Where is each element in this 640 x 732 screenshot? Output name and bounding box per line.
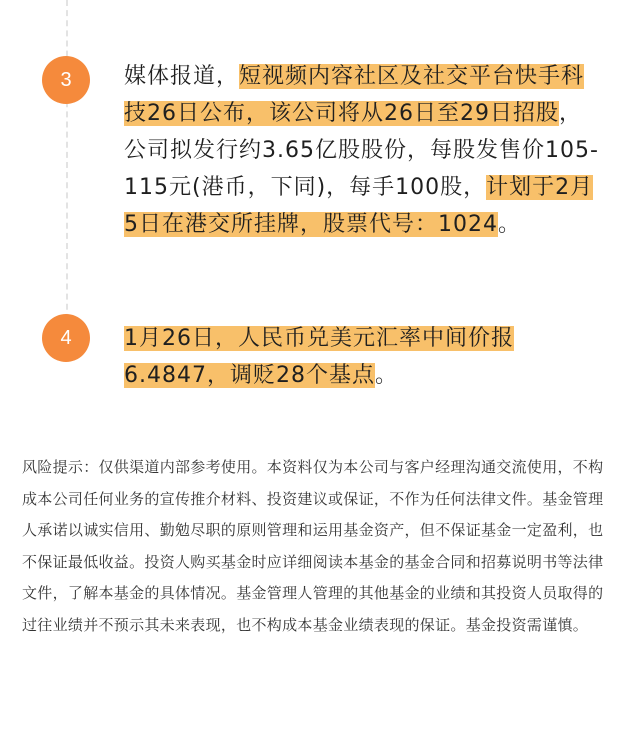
item-number-badge: 3 <box>42 56 90 104</box>
item-number-badge: 4 <box>42 314 90 362</box>
news-item-3 <box>124 58 602 243</box>
text-segment: 。 <box>374 363 398 388</box>
text-segment: 。 <box>498 212 522 237</box>
highlighted-segment: 计划于2月5日在港交所挂牌，股票代号：1024 <box>124 175 594 237</box>
text-segment: ，公司拟发行约3.65亿股股份，每股发售价105-115元(港币，下同)，每手100股， <box>124 101 599 200</box>
highlighted-segment: 短视频内容社区及社交平台快手科技26日公布，该公司将从26日至29日招股 <box>124 64 585 126</box>
text-segment: 媒体报道， <box>124 64 240 89</box>
risk-notice: 风险提示：仅供渠道内部参考使用。本资料仅为本公司与客户经理沟通交流使用，不构成本公司任何业务的宣传推介材料、投资建议或保证，不作为任何法律文件。基金管理人承诺以诚实信用、勤勉尽职的原则管理和运用基金资产，但不保证基金一定盈利，也不保证最低收益。投资人购买基金时应详细阅读本基金的基金合同和招募说明书等法律文件，了解本基金的具体情况。基金管理人管理的其他基金的业绩和其投资人员取得的过往业绩并不预示其未来表现，也不构成本基金业绩表现的保证。基金投资需谨慎。 <box>22 458 604 634</box>
highlighted-segment: 1月26日，人民币兑美元汇率中间价报6.4847，调贬28个基点 <box>124 326 514 388</box>
news-item-4 <box>124 320 602 394</box>
timeline-line <box>66 0 68 330</box>
